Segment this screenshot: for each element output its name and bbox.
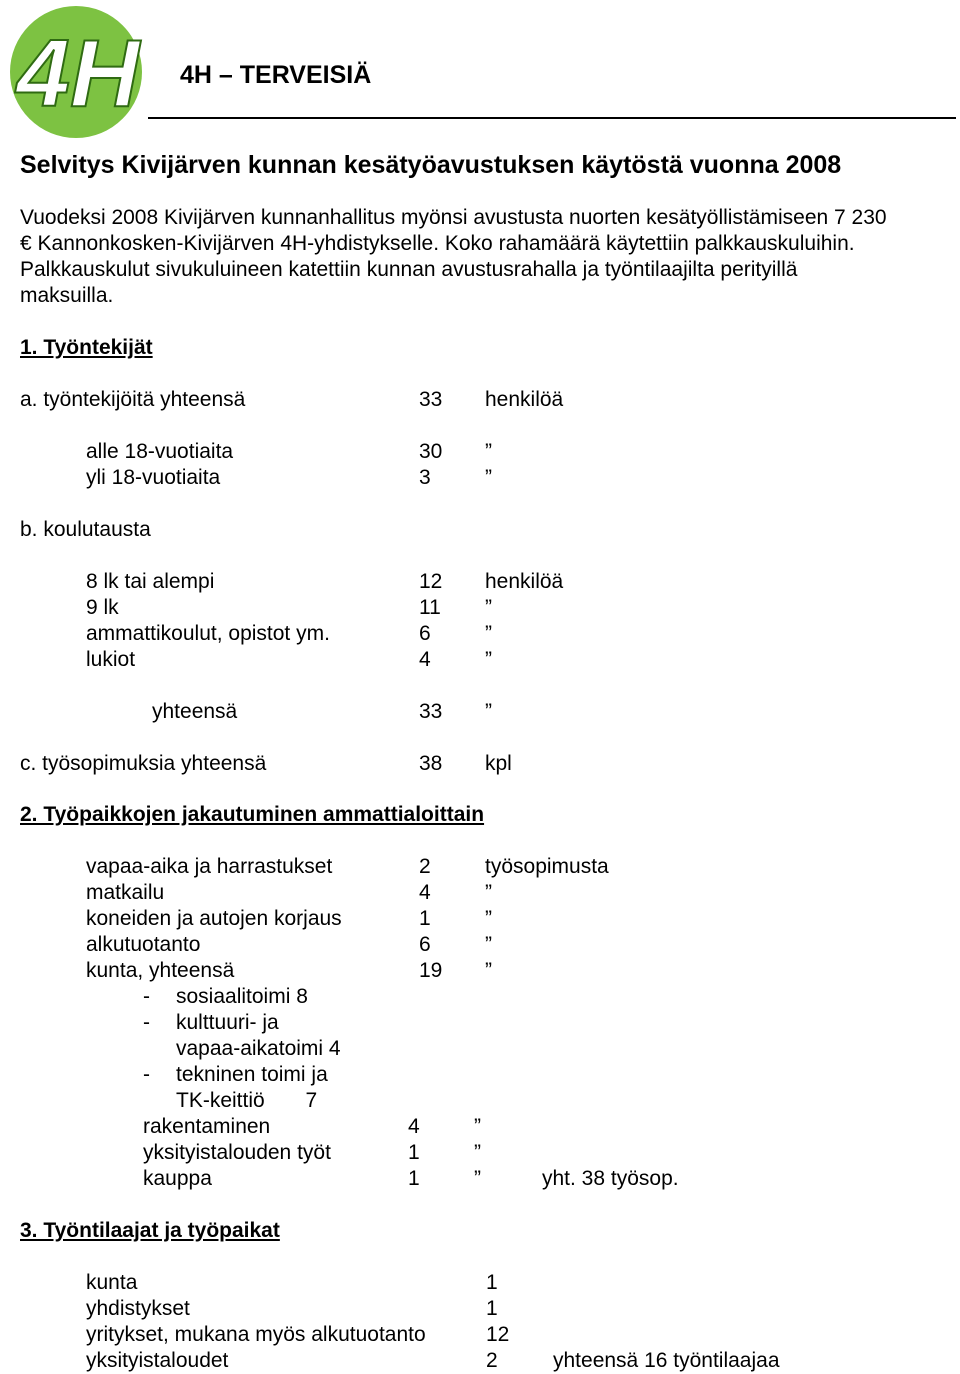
row-unit: ” [474,1167,481,1190]
header-title: 4H – TERVEISIÄ [180,61,372,89]
section-2-heading: 2. Työpaikkojen jakautuminen ammattialoittain [20,803,485,826]
row-label: rakentaminen [143,1115,271,1138]
row-value: 6 [419,622,431,645]
row-label: yhdistykset [86,1297,190,1320]
row-value: 12 [419,570,443,593]
row-value: 6 [419,933,431,956]
row-value: 33 [419,388,443,411]
row-label: yritykset, mukana myös alkutuotanto [86,1323,426,1346]
row-unit: ” [485,596,492,619]
total-value: 33 [419,700,443,723]
total-unit: ” [485,700,492,723]
row-unit: ” [474,1115,481,1138]
row-unit: ” [485,933,492,956]
row-unit: ” [485,466,492,489]
sub-item-text: sosiaalitoimi 8 [176,985,308,1008]
row-unit: työsopimusta [485,855,609,878]
row-label: c. työsopimuksia yhteensä [20,752,267,775]
row-label: ammattikoulut, opistot ym. [86,622,330,645]
row-unit: ” [485,440,492,463]
intro-line: Palkkauskulut sivukuluineen katettiin kunnan avustusrahalla ja työntilaajilta perityillä [20,258,798,281]
document-title: Selvitys Kivijärven kunnan kesätyöavustuksen käytöstä vuonna 2008 [20,151,842,179]
row-unit: ” [474,1141,481,1164]
row-unit: ” [485,907,492,930]
row-value: 30 [419,440,443,463]
row-unit: henkilöä [485,570,564,593]
row-label: koneiden ja autojen korjaus [86,907,342,930]
row-total-note: yht. 38 työsop. [542,1167,679,1190]
row-unit: kpl [485,752,512,775]
row-value: 2 [486,1349,498,1372]
4h-logo-icon [2,2,150,150]
sub-item-dash: - [143,985,150,1008]
sub-item-dash: - [143,1063,150,1086]
row-label: alle 18-vuotiaita [86,440,234,463]
row-value: 11 [419,596,441,619]
logo-text: 4H [16,20,140,127]
total-label: yhteensä [152,700,238,723]
row-value: 1 [419,907,431,930]
section-3-heading: 3. Työntilaajat ja työpaikat [20,1219,280,1242]
row-unit: ” [485,648,492,671]
row-label: matkailu [86,881,165,904]
row-value: 12 [486,1323,510,1346]
row-total-note: yhteensä 16 työntilaajaa [553,1349,780,1372]
row-value: 19 [419,959,443,982]
row-label: kunta, yhteensä [86,959,235,982]
row-label: kauppa [143,1167,212,1190]
row-unit: ” [485,959,492,982]
sub-item-dash: - [143,1011,150,1034]
intro-line: € Kannonkosken-Kivijärven 4H-yhdistykselle. Koko rahamäärä käytettiin palkkauskuluihin. [20,232,855,255]
row-value: 4 [408,1115,420,1138]
row-value: 4 [419,881,431,904]
header-divider [148,117,956,119]
row-label: a. työntekijöitä yhteensä [20,388,246,411]
row-label: 9 lk [86,596,119,619]
row-label: yli 18-vuotiaita [86,466,221,489]
row-unit: henkilöä [485,388,564,411]
row-label: lukiot [86,648,136,671]
row-label: vapaa-aika ja harrastukset [86,855,333,878]
intro-line: maksuilla. [20,284,114,307]
sub-item-text: kulttuuri- ja [176,1011,279,1034]
row-value: 1 [486,1297,498,1320]
row-label: b. koulutausta [20,518,151,541]
row-value: 1 [408,1141,420,1164]
sub-item-text: vapaa-aikatoimi 4 [176,1037,341,1060]
row-value: 2 [419,855,431,878]
row-label: kunta [86,1271,138,1294]
row-value: 4 [419,648,431,671]
row-value: 38 [419,752,443,775]
row-label: yksityistaloudet [86,1349,229,1372]
row-label: 8 lk tai alempi [86,570,215,593]
intro-line: Vuodeksi 2008 Kivijärven kunnanhallitus myönsi avustusta nuorten kesätyöllistämiseen 7 230 [20,206,887,229]
row-label: yksityistalouden työt [143,1141,331,1164]
sub-item-text: TK-keittiö 7 [176,1089,318,1112]
row-label: alkutuotanto [86,933,201,956]
row-unit: ” [485,622,492,645]
row-value: 1 [408,1167,420,1190]
row-value: 3 [419,466,431,489]
sub-item-text: tekninen toimi ja [176,1063,328,1086]
section-1-heading: 1. Työntekijät [20,336,153,359]
row-unit: ” [485,881,492,904]
row-value: 1 [486,1271,498,1294]
